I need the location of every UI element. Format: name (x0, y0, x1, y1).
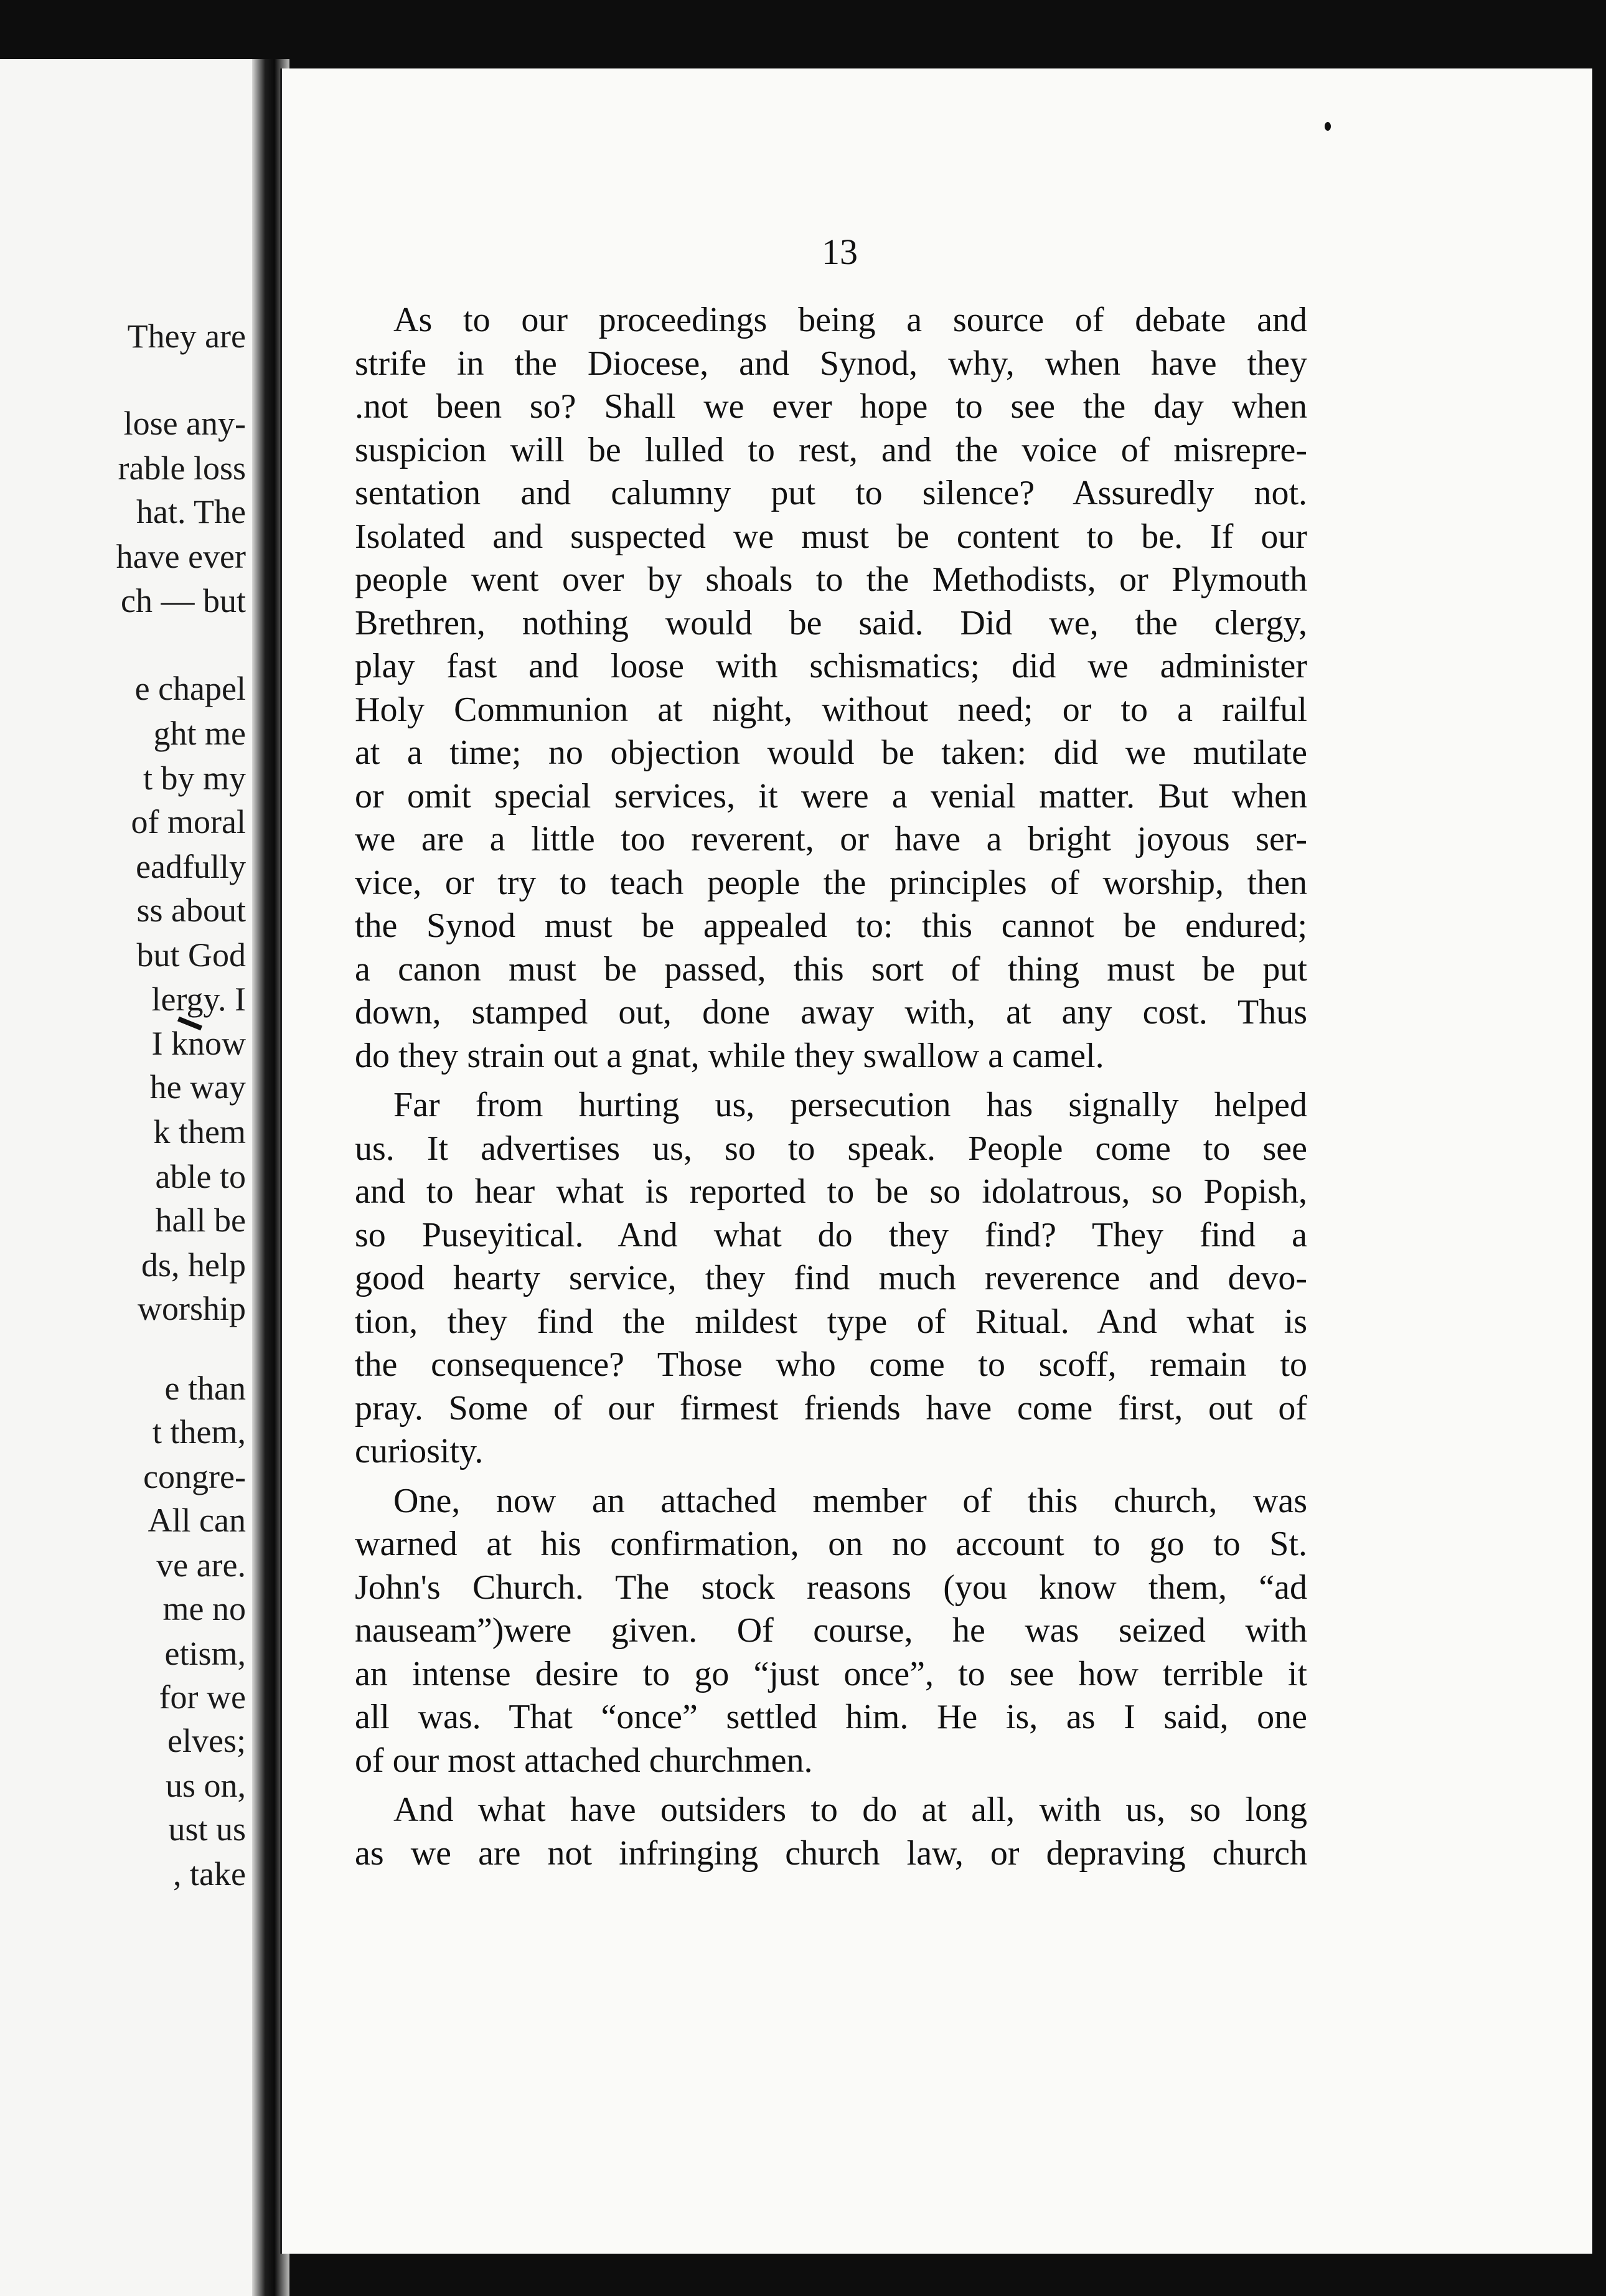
facing-page-line: t them, (153, 1413, 246, 1451)
facing-page-line: but God (136, 936, 246, 974)
facing-page-line: ss about (136, 892, 246, 929)
facing-page-line: he way (149, 1068, 246, 1106)
text-line: we are a little too reverent, or have a bright joyous ser- (355, 820, 1307, 859)
facing-page-line: elves; (167, 1722, 246, 1759)
text-line: John's Church. The stock reasons (you know them, “ad (355, 1568, 1307, 1607)
facing-page-line: All can (148, 1502, 246, 1539)
facing-page-line: have ever (116, 538, 246, 575)
text-line: nauseam”)were given. Of course, he was seized with (355, 1611, 1307, 1650)
text-line: Far from hurting us, persecution has signally helped (393, 1086, 1307, 1124)
facing-page-line: ds, help (141, 1246, 246, 1284)
facing-page-line: k them (153, 1113, 246, 1150)
facing-page-line: me no (162, 1590, 246, 1627)
facing-page-line: for we (159, 1678, 246, 1716)
facing-page-line: ust us (168, 1810, 246, 1848)
facing-page-line: hall be (155, 1202, 246, 1239)
facing-page-line: eadfully (136, 848, 246, 885)
text-line: Isolated and suspected we must be content to be. If our (355, 517, 1307, 556)
text-line: curiosity. (355, 1432, 484, 1470)
facing-page-line: , take (173, 1855, 246, 1893)
facing-page-line: lergy. I (151, 981, 246, 1018)
facing-page-line: hat. The (136, 493, 246, 530)
ink-speck (1325, 122, 1331, 131)
facing-page-line: They are (127, 318, 246, 355)
facing-page-line: rable loss (118, 449, 246, 487)
text-line: suspicion will be lulled to rest, and the voice of misrepre- (355, 430, 1307, 469)
text-line: vice, or try to teach people the principles of worship, then (355, 863, 1307, 902)
text-line: or omit special services, it were a venial matter. But when (355, 776, 1307, 816)
facing-page-line: t by my (143, 760, 246, 797)
facing-page-line: of moral (131, 803, 246, 840)
facing-page-line: e than (164, 1370, 246, 1407)
facing-page-line: lose any- (123, 405, 246, 442)
facing-page-line: us on, (165, 1767, 246, 1804)
text-line: all was. That “once” settled him. He is, as I said, one (355, 1698, 1307, 1736)
facing-page-fragment (0, 59, 252, 2296)
text-line: at a time; no objection would be taken: did we mutilate (355, 733, 1307, 772)
page-number: 13 (822, 232, 858, 272)
text-line: and to hear what is reported to be so idolatrous, so Popish, (355, 1172, 1307, 1211)
text-line: play fast and loose with schismatics; did we administer (355, 647, 1307, 685)
text-line: down, stamped out, done away with, at any cost. Thus (355, 993, 1307, 1032)
text-line: tion, they find the mildest type of Ritual. And what is (355, 1302, 1307, 1341)
text-line: And what have outsiders to do at all, with us, so long (393, 1790, 1307, 1829)
paragraph (355, 299, 1307, 1078)
text-line: strife in the Diocese, and Synod, why, when have they (355, 344, 1307, 383)
text-line: so Puseyitical. And what do they find? They find a (355, 1215, 1307, 1254)
facing-page-line: congre- (143, 1458, 246, 1495)
text-line: the consequence? Those who come to scoff, remain to (355, 1345, 1307, 1384)
text-line: as we are not infringing church law, or depraving church (355, 1833, 1307, 1873)
facing-page-line: able to (155, 1158, 246, 1195)
paragraph (355, 1480, 1307, 1783)
text-line: us. It advertises us, so to speak. People come to see (355, 1129, 1307, 1168)
text-line: One, now an attached member of this church, was (393, 1481, 1307, 1520)
text-line: do they strain out a gnat, while they swallow a camel. (355, 1036, 1104, 1075)
text-line: Brethren, nothing would be said. Did we, the clergy, (355, 603, 1307, 642)
facing-page-line: e chapel (134, 670, 246, 707)
facing-page-line: worship (138, 1290, 246, 1327)
text-line: an intense desire to go “just once”, to see how terrible it (355, 1654, 1307, 1693)
body-text (355, 299, 1307, 1875)
text-line: of our most attached churchmen. (355, 1741, 813, 1780)
text-line: a canon must be passed, this sort of thing must be put (355, 949, 1307, 989)
text-line: Holy Communion at night, without need; or to a railful (355, 690, 1307, 729)
text-line: .not been so? Shall we ever hope to see the day when (355, 387, 1307, 426)
text-line: sentation and calumny put to silence? Assuredly not. (355, 474, 1307, 512)
paragraph (355, 1789, 1307, 1875)
text-line: As to our proceedings being a source of debate and (393, 301, 1307, 339)
facing-page-line: ve are. (156, 1546, 246, 1584)
text-line: pray. Some of our firmest friends have come first, out of (355, 1388, 1307, 1428)
facing-page-line: etism, (164, 1635, 246, 1672)
text-line: the Synod must be appealed to: this cannot be endured; (355, 906, 1307, 945)
facing-page-line: ght me (153, 715, 246, 752)
text-line: good hearty service, they find much reverence and devo- (355, 1259, 1307, 1297)
paragraph (355, 1084, 1307, 1474)
facing-page-line: I know (151, 1025, 246, 1062)
text-line: people went over by shoals to the Methodists, or Plymouth (355, 560, 1307, 599)
facing-page-line: ch — but (121, 582, 246, 619)
text-line: warned at his confirmation, on no account to go to St. (355, 1525, 1307, 1563)
